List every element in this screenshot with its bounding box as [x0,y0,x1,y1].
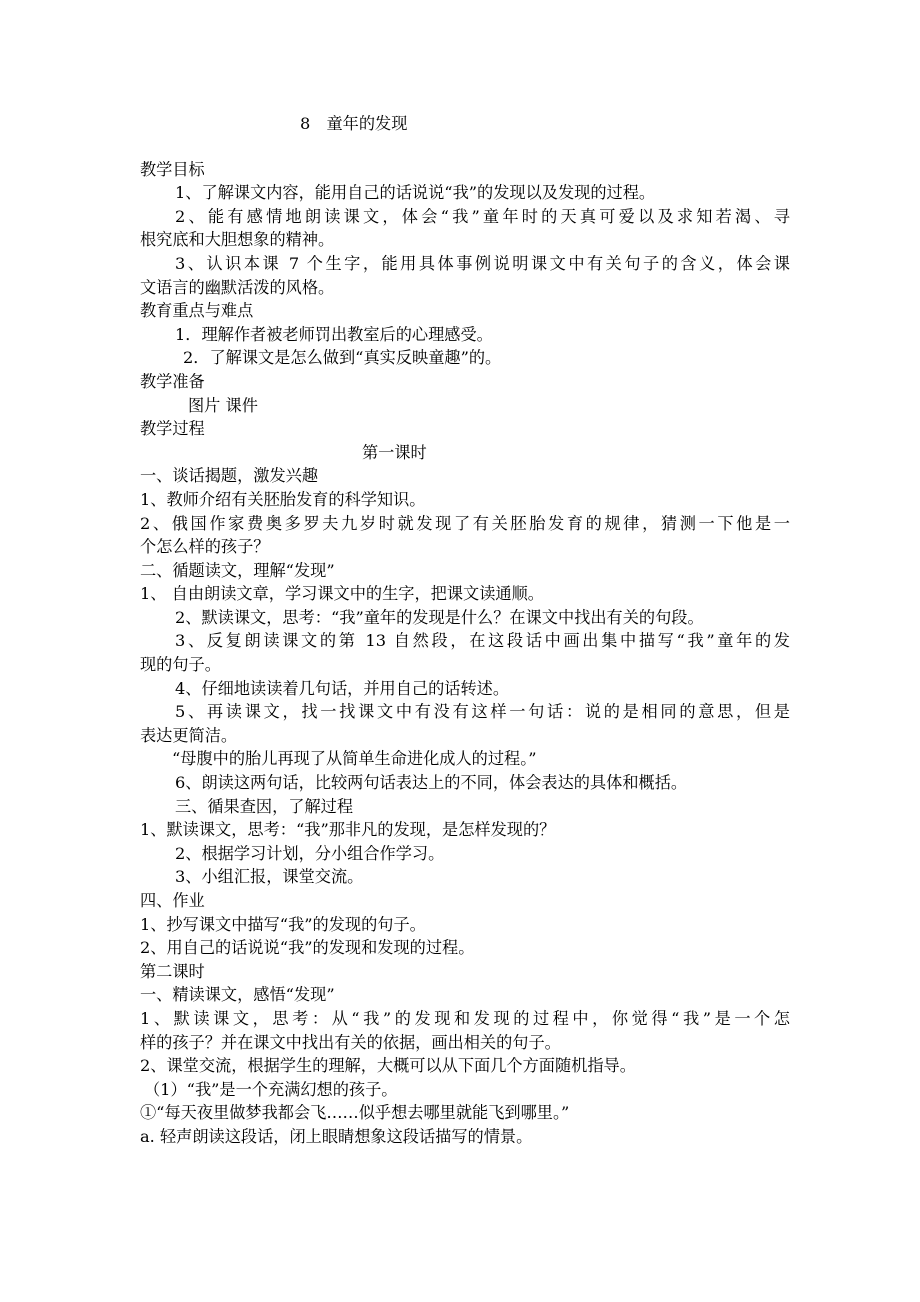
text-line: 3、认识本课 7 个生字，能用具体事例说明课文中有关句子的含义，体会课 [175,253,790,273]
section-heading-process: 教学过程 [140,419,205,439]
text-line: 个怎么样的孩子？ [140,537,270,557]
step-heading: 二、循题读文，理解“发现” [140,560,335,580]
text-line: 1、了解课文内容，能用自己的话说说“我”的发现以及发现的过程。 [175,183,656,203]
step-heading: 四、作业 [140,891,205,910]
text-line: 1、教师介绍有关胚胎发育的科学知识。 [140,489,426,509]
text-line: 图片 课件 [188,395,258,415]
text-line: 文语言的幽默活泼的风格。 [140,277,335,297]
step-heading: 三、循果查因，了解过程 [175,796,354,816]
document-title: 8 童年的发现 [300,114,408,133]
text-line: 2、根据学习计划，分小组合作学习。 [175,843,445,863]
text-line: （1）“我”是一个充满幻想的孩子。 [144,1079,398,1099]
lesson-plan-body [140,112,790,1149]
text-line: a. 轻声朗读这段话，闭上眼睛想象这段话描写的情景。 [140,1126,533,1146]
text-line: 5、再读课文，找一找课文中有没有这样一句话：说的是相同的意思，但是 [175,702,790,722]
text-line: 1、默读课文，思考：“我”那非凡的发现，是怎样发现的？ [140,820,556,840]
text-line: 根究底和大胆想象的精神。 [140,230,335,250]
text-line: 2、能有感情地朗读课文，体会“我”童年时的天真可爱以及求知若渴、寻 [175,206,790,226]
step-heading: 一、谈话揭题，激发兴趣 [140,466,319,486]
section-heading-key-points: 教育重点与难点 [140,301,254,321]
section-heading-preparation: 教学准备 [140,371,205,391]
text-line: 2、俄国作家费奥多罗夫九岁时就发现了有关胚胎发育的规律，猜测一下他是一 [140,513,790,533]
quoted-sentence: “母腹中的胎儿再现了从简单生命进化成人的过程。” [172,749,537,769]
text-line: 1．理解作者被老师罚出教室后的心理感受。 [175,324,493,344]
lesson-period-heading: 第一课时 [362,442,427,462]
text-line: 现的句子。 [140,655,221,675]
section-heading-objectives: 教学目标 [140,159,205,179]
text-line: 1、 自由朗读文章，学习课文中的生字，把课文读通顺。 [140,584,544,604]
text-line: 样的孩子？并在课文中找出有关的依据，画出相关的句子。 [140,1032,561,1052]
text-line: 3、小组汇报，课堂交流。 [175,867,364,887]
text-line: 4、仔细地读读着几句话，并用自己的话转述。 [175,678,510,698]
text-line: 2、默读课文，思考：“我”童年的发现是什么？在课文中找出有关的句段。 [175,607,704,627]
text-line: 表达更简洁。 [140,725,238,745]
text-line: 6、朗读这两句话，比较两句话表达上的不同，体会表达的具体和概括。 [175,773,688,793]
text-line: 1、默读课文，思考：从“我”的发现和发现的过程中，你觉得“我”是一个怎 [140,1008,790,1028]
step-heading: 一、精读课文，感悟“发现” [140,985,335,1005]
text-line: 2、课堂交流，根据学生的理解，大概可以从下面几个方面随机指导。 [140,1056,636,1076]
lesson-period-heading: 第二课时 [140,961,205,981]
text-line: 1、抄写课文中描写“我”的发现的句子。 [140,914,426,934]
text-line: 3、反复朗读课文的第 13 自然段，在这段话中画出集中描写“我”童年的发 [175,631,790,651]
text-line: 2．了解课文是怎么做到“真实反映童趣”的。 [183,348,502,368]
text-line: 2、用自己的话说说“我”的发现和发现的过程。 [140,938,475,958]
quoted-sentence: ①“每天夜里做梦我都会飞……似乎想去哪里就能飞到哪里。” [140,1103,570,1123]
